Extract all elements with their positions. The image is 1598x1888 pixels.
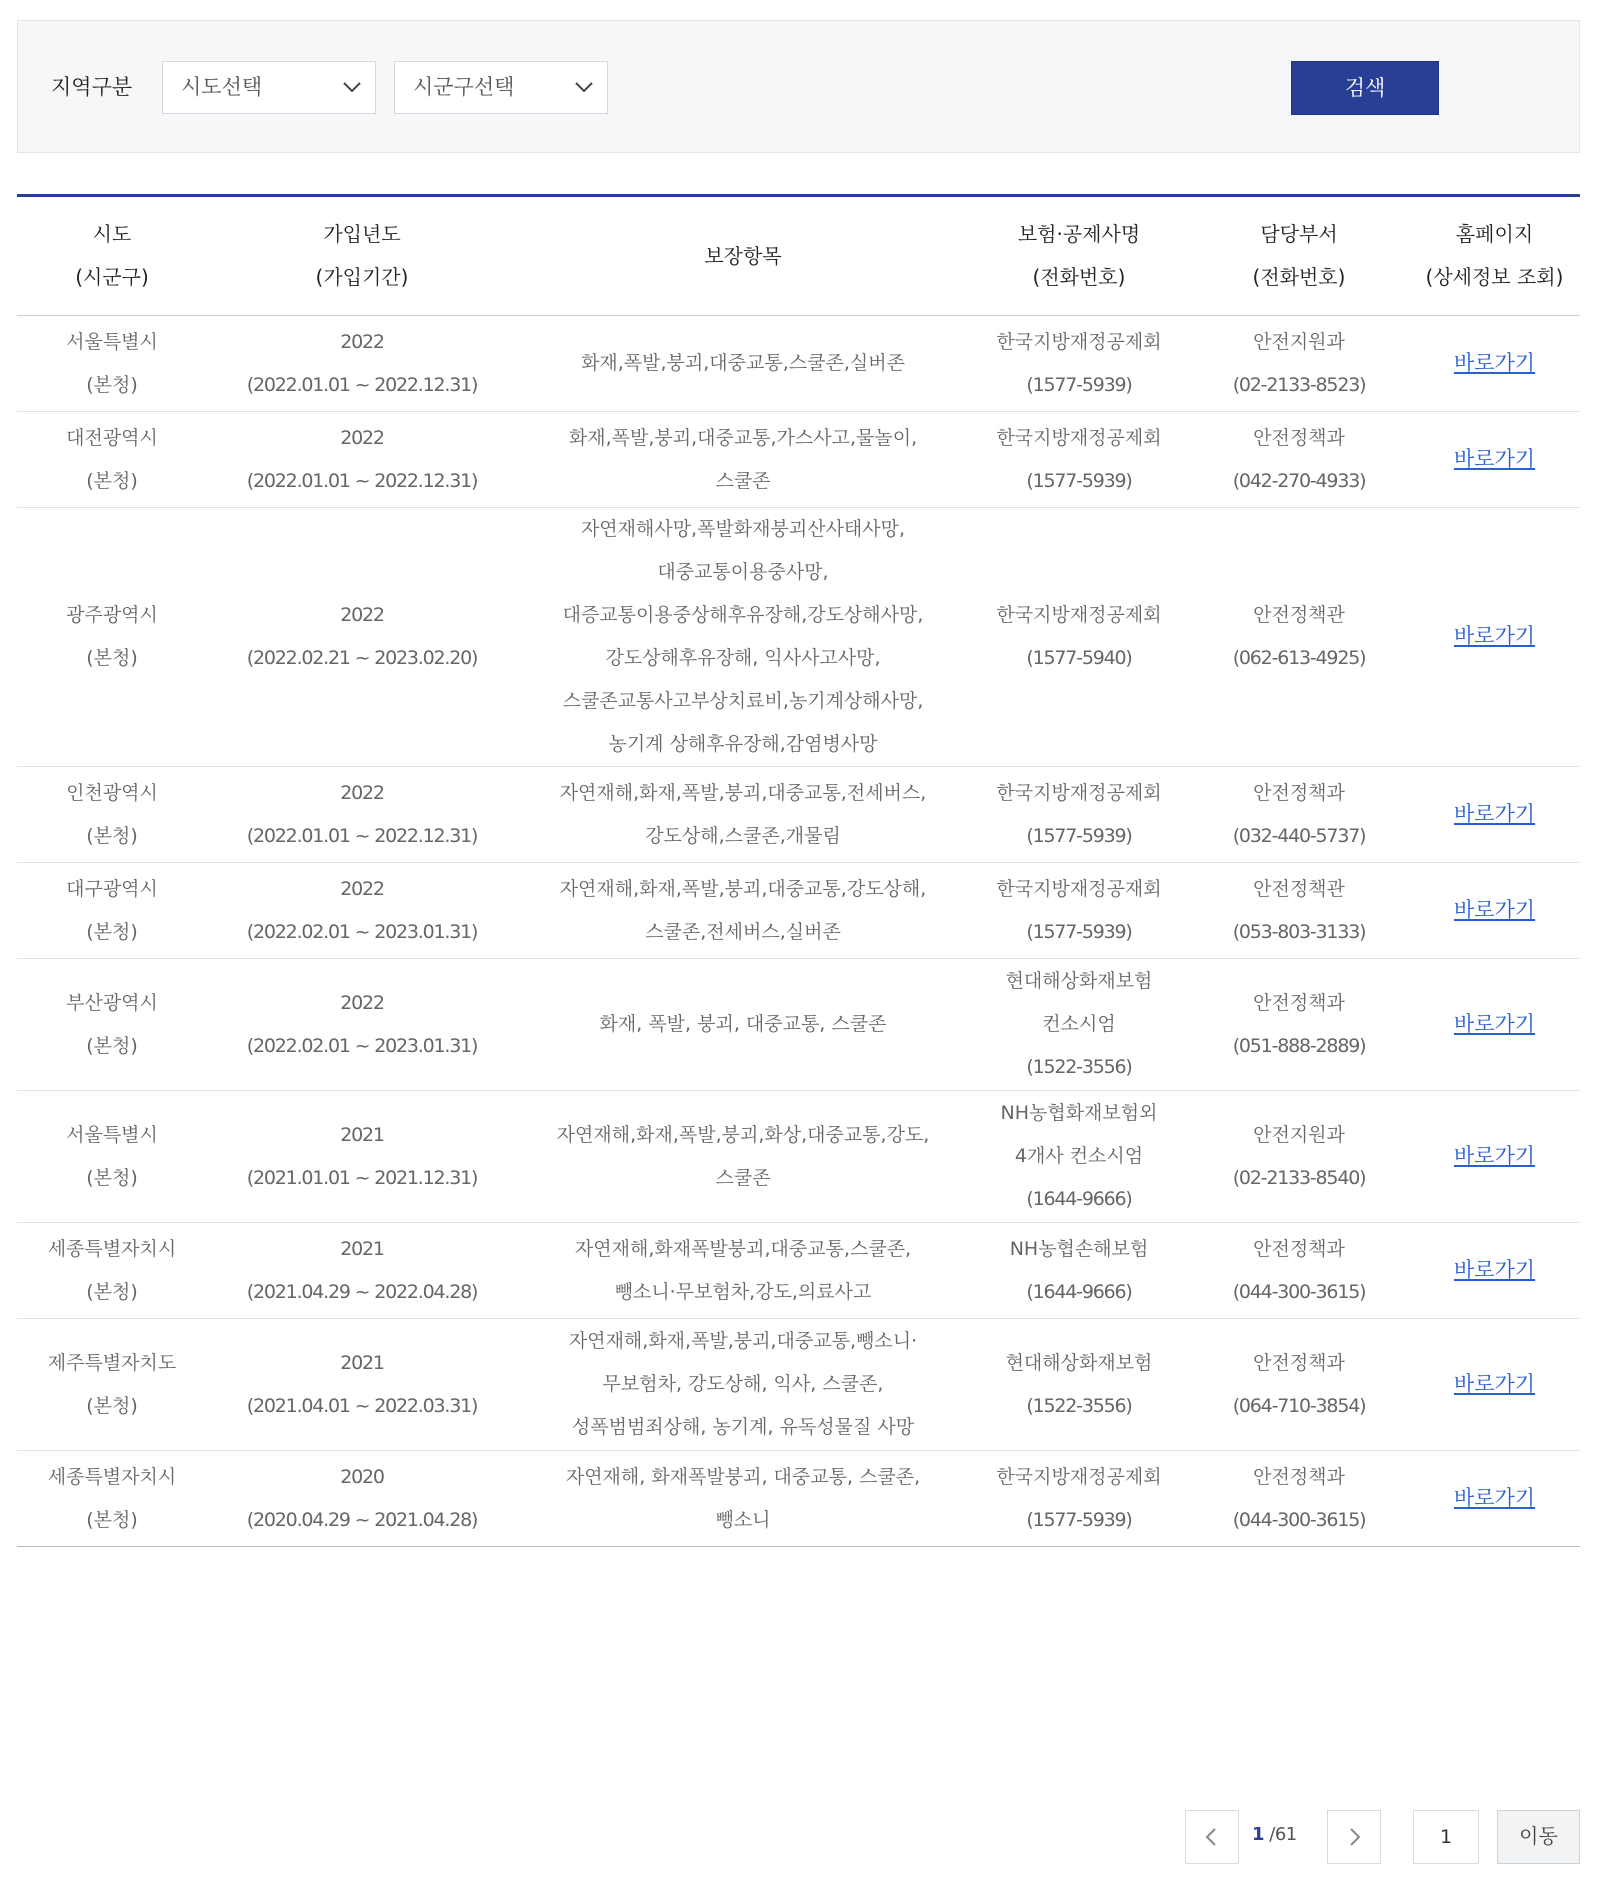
header-label: 담당부서	[1260, 222, 1338, 246]
period-cell	[207, 412, 517, 508]
insurer-cell-line: (1577-5939)	[1026, 469, 1132, 492]
table-row	[17, 508, 1580, 767]
coverage-cell	[517, 767, 969, 863]
period-cell-line: (2022.01.01 ~ 2022.12.31)	[246, 469, 478, 492]
header-dept	[1189, 196, 1409, 316]
region-cell	[17, 1091, 207, 1223]
homepage-link[interactable]: 바로가기	[1453, 801, 1536, 826]
insurance-table-wrap	[17, 194, 1580, 1547]
chevron-right-icon	[1328, 1811, 1380, 1863]
dept-cell	[1189, 959, 1409, 1091]
coverage-cell-line: 강도상해후유장해, 익사사고사망,	[605, 647, 881, 669]
table-row	[17, 863, 1580, 959]
homepage-link[interactable]: 바로가기	[1453, 1011, 1536, 1036]
dept-cell-line: 안전정책관	[1253, 604, 1345, 626]
header-coverage	[517, 196, 969, 316]
insurer-cell	[969, 316, 1189, 412]
period-cell-line: (2022.02.01 ~ 2023.01.31)	[246, 920, 478, 943]
header-label: (상세정보 조회)	[1425, 265, 1564, 289]
homepage-cell	[1409, 316, 1580, 412]
homepage-link[interactable]: 바로가기	[1453, 1143, 1536, 1168]
homepage-cell	[1409, 1091, 1580, 1223]
coverage-cell	[517, 316, 969, 412]
region-cell	[17, 1319, 207, 1451]
chevron-down-icon	[573, 62, 595, 113]
region-cell-line: 광주광역시	[66, 604, 158, 626]
period-cell	[207, 767, 517, 863]
period-cell-line: (2021.01.01 ~ 2021.12.31)	[246, 1166, 478, 1189]
period-cell-line: 2020	[340, 1465, 384, 1488]
homepage-link[interactable]: 바로가기	[1453, 624, 1536, 648]
table-row	[17, 1451, 1580, 1547]
coverage-cell-line: 뺑소니	[715, 1508, 771, 1531]
dept-cell-line: (064-710-3854)	[1232, 1394, 1366, 1417]
dept-cell-line: (051-888-2889)	[1232, 1034, 1366, 1057]
period-cell-line: 2022	[340, 604, 384, 626]
insurer-cell-line: (1577-5940)	[1026, 647, 1132, 669]
homepage-link[interactable]: 바로가기	[1453, 897, 1536, 922]
header-label: (전화번호)	[1252, 265, 1346, 289]
insurer-cell-line: (1644-9666)	[1026, 1280, 1132, 1303]
dept-cell-line: 안전정책과	[1253, 991, 1345, 1014]
homepage-cell	[1409, 1319, 1580, 1451]
dept-cell-line: (044-300-3615)	[1232, 1508, 1366, 1531]
sido-select[interactable]	[162, 61, 376, 114]
period-cell-line: 2022	[340, 877, 384, 900]
insurer-cell	[969, 508, 1189, 767]
region-cell-line: 인천광역시	[66, 781, 158, 804]
header-label: 시도	[92, 222, 132, 246]
dept-cell-line: 안전지원과	[1253, 330, 1345, 353]
table-row	[17, 412, 1580, 508]
table-row	[17, 1223, 1580, 1319]
region-cell-line: 세종특별자치시	[47, 1237, 177, 1260]
coverage-cell-line: 스쿨존교통사고부상치료비,농기계상해사망,	[562, 690, 924, 712]
region-cell	[17, 1451, 207, 1547]
table-row	[17, 316, 1580, 412]
insurer-cell-line: (1644-9666)	[1026, 1188, 1132, 1210]
insurer-cell	[969, 959, 1189, 1091]
coverage-cell	[517, 1319, 969, 1451]
insurer-cell-line: 한국지방재정공제회	[996, 604, 1162, 626]
homepage-link[interactable]: 바로가기	[1453, 1257, 1536, 1282]
coverage-cell-line: 화재,폭발,붕괴,대중교통,가스사고,물놀이,	[568, 426, 918, 449]
sido-select-value: 시도선택	[181, 75, 263, 99]
next-page-button[interactable]	[1327, 1810, 1381, 1864]
homepage-cell	[1409, 1451, 1580, 1547]
region-cell-line: (본청)	[86, 647, 138, 669]
coverage-cell-line: 스쿨존	[715, 1166, 771, 1189]
dept-cell-line: 안전정책과	[1253, 1237, 1345, 1260]
period-cell	[207, 1451, 517, 1547]
insurer-cell-line: (1577-5939)	[1026, 1508, 1132, 1531]
dept-cell	[1189, 1091, 1409, 1223]
region-cell-line: 세종특별자치시	[47, 1465, 177, 1488]
region-cell-line: (본청)	[86, 1394, 138, 1417]
coverage-cell-line: 대중교통이용중사망,	[657, 561, 829, 583]
dept-cell-line: (02-2133-8540)	[1232, 1166, 1366, 1189]
period-cell-line: (2021.04.01 ~ 2022.03.31)	[246, 1394, 478, 1417]
region-cell-line: 부산광역시	[66, 991, 158, 1014]
insurer-cell-line: 한국지방재정공제회	[996, 781, 1162, 804]
period-cell-line: (2022.01.01 ~ 2022.12.31)	[246, 373, 478, 396]
header-label: 보장항목	[704, 243, 782, 268]
period-cell	[207, 863, 517, 959]
header-label: 가입년도	[323, 222, 401, 246]
table-header-row	[17, 196, 1580, 316]
coverage-cell-line: 자연재해,화재,폭발,붕괴,대중교통,전세버스,	[559, 781, 927, 804]
period-cell-line: (2020.04.29 ~ 2021.04.28)	[246, 1508, 478, 1531]
insurer-cell	[969, 1223, 1189, 1319]
dept-cell	[1189, 863, 1409, 959]
table-body	[17, 316, 1580, 1547]
insurer-cell-line: 한국지방재정공제회	[996, 1465, 1162, 1488]
homepage-link[interactable]: 바로가기	[1453, 350, 1536, 375]
insurer-cell	[969, 1319, 1189, 1451]
table-row	[17, 1091, 1580, 1223]
insurer-cell-line: (1522-3556)	[1026, 1394, 1132, 1417]
insurer-cell-line: NH농협손해보험	[1009, 1237, 1149, 1260]
coverage-cell-line: 강도상해,스쿨존,개물림	[645, 824, 841, 847]
region-cell-line: 서울특별시	[66, 330, 158, 353]
coverage-cell-line: 자연재해, 화재폭발붕괴, 대중교통, 스쿨존,	[565, 1465, 921, 1488]
insurer-cell-line: (1522-3556)	[1026, 1056, 1132, 1078]
header-label: (가입기간)	[315, 265, 409, 289]
coverage-cell-line: 화재, 폭발, 붕괴, 대중교통, 스쿨존	[599, 1013, 887, 1035]
dept-cell	[1189, 1223, 1409, 1319]
region-cell-line: (본청)	[86, 1166, 138, 1189]
coverage-cell	[517, 1223, 969, 1319]
insurer-cell-line: 한국지방재정공제회	[996, 426, 1162, 449]
header-label: 홈페이지	[1455, 222, 1534, 246]
period-cell	[207, 1319, 517, 1451]
current-page: 1	[1252, 1824, 1265, 1845]
homepage-cell	[1409, 1223, 1580, 1319]
insurer-cell	[969, 767, 1189, 863]
region-cell	[17, 1223, 207, 1319]
insurer-cell	[969, 863, 1189, 959]
dept-cell-line: 안전정책과	[1253, 426, 1345, 449]
homepage-cell	[1409, 508, 1580, 767]
period-cell-line: 2021	[340, 1237, 384, 1260]
dept-cell	[1189, 1319, 1409, 1451]
coverage-cell-line: 무보험차, 강도상해, 익사, 스쿨존,	[602, 1373, 884, 1395]
dept-cell-line: (044-300-3615)	[1232, 1280, 1366, 1303]
pagination	[0, 1810, 1598, 1866]
header-period	[207, 196, 517, 316]
dept-cell-line: 안전정책과	[1253, 1351, 1345, 1374]
prev-page-button[interactable]	[1185, 1810, 1239, 1864]
dept-cell-line: (032-440-5737)	[1232, 824, 1366, 847]
table-header	[17, 196, 1580, 316]
insurer-cell-line: 4개사 컨소시엄	[1014, 1145, 1144, 1167]
insurer-cell	[969, 1451, 1189, 1547]
dept-cell-line: 안전정책과	[1253, 781, 1345, 804]
region-cell-line: (본청)	[86, 1508, 138, 1531]
coverage-cell	[517, 863, 969, 959]
period-cell-line: (2022.02.21 ~ 2023.02.20)	[246, 647, 478, 669]
table-row	[17, 767, 1580, 863]
insurer-cell-line: 한국지방재정공제회	[996, 330, 1162, 353]
coverage-cell-line: 자연재해사망,폭발화재붕괴산사태사망,	[580, 518, 906, 540]
period-cell	[207, 316, 517, 412]
coverage-cell-line: 스쿨존	[715, 469, 771, 492]
coverage-cell-line: 농기계 상해후유장해,감염병사망	[608, 733, 878, 755]
insurer-cell-line: (1577-5939)	[1026, 373, 1132, 396]
coverage-cell-line: 스쿨존,전세버스,실버존	[645, 920, 841, 943]
insurer-cell-line: NH농협화재보험외	[1000, 1102, 1158, 1124]
homepage-link[interactable]: 바로가기	[1453, 1485, 1536, 1510]
total-pages: /61	[1269, 1824, 1297, 1845]
region-cell	[17, 863, 207, 959]
coverage-cell-line: 뺑소니·무보험차,강도,의료사고	[614, 1280, 872, 1303]
coverage-cell	[517, 508, 969, 767]
go-page-button[interactable]: 이동	[1497, 1810, 1580, 1864]
insurer-cell-line: 한국지방재정공재회	[996, 877, 1162, 900]
region-cell-line: (본청)	[86, 1034, 138, 1057]
insurer-cell-line: (1577-5939)	[1026, 824, 1132, 847]
dept-cell	[1189, 508, 1409, 767]
region-cell-line: (본청)	[86, 373, 138, 396]
dept-cell	[1189, 316, 1409, 412]
dept-cell-line: (02-2133-8523)	[1232, 373, 1366, 396]
search-panel	[17, 20, 1580, 153]
insurer-cell-line: 현대해상화재보험	[1005, 1351, 1153, 1374]
homepage-link[interactable]: 바로가기	[1453, 446, 1536, 471]
coverage-cell-line: 화재,폭발,붕괴,대중교통,스쿨존,실버존	[581, 352, 905, 374]
period-cell-line: 2021	[340, 1123, 384, 1146]
sigungu-select[interactable]	[394, 61, 608, 114]
region-label: 지역구분	[51, 75, 133, 99]
period-cell	[207, 1091, 517, 1223]
insurer-cell-line: 컨소시엄	[1042, 1013, 1116, 1035]
coverage-cell	[517, 1451, 969, 1547]
header-label: (전화번호)	[1032, 265, 1126, 289]
period-cell-line: 2022	[340, 991, 384, 1014]
coverage-cell-line: 자연재해,화재,폭발,붕괴,대중교통,뺑소니·	[568, 1330, 918, 1352]
period-cell	[207, 508, 517, 767]
period-cell-line: (2022.02.01 ~ 2023.01.31)	[246, 1034, 478, 1057]
dept-cell-line: (053-803-3133)	[1232, 920, 1366, 943]
region-cell	[17, 959, 207, 1091]
chevron-left-icon	[1186, 1811, 1238, 1863]
page-number-input[interactable]: 1	[1413, 1810, 1479, 1864]
region-cell	[17, 508, 207, 767]
dept-cell-line: 안전지원과	[1253, 1123, 1345, 1146]
page-indicator	[1252, 1824, 1297, 1845]
region-cell	[17, 316, 207, 412]
region-cell	[17, 412, 207, 508]
insurer-cell	[969, 412, 1189, 508]
search-button[interactable]: 검색	[1291, 61, 1439, 115]
dept-cell-line: 안전정책과	[1253, 1465, 1345, 1488]
homepage-cell	[1409, 959, 1580, 1091]
coverage-cell-line: 대증교통이용중상해후유장해,강도상해사망,	[562, 604, 924, 626]
period-cell	[207, 959, 517, 1091]
dept-cell	[1189, 767, 1409, 863]
dept-cell-line: (042-270-4933)	[1232, 469, 1366, 492]
insurer-cell	[969, 1091, 1189, 1223]
period-cell	[207, 1223, 517, 1319]
coverage-cell-line: 자연재해,화재,폭발,붕괴,대중교통,강도상해,	[559, 877, 927, 900]
region-cell-line: 제주특별자치도	[47, 1351, 177, 1374]
period-cell-line: 2021	[340, 1351, 384, 1374]
region-cell-line: (본청)	[86, 824, 138, 847]
dept-cell-line: (062-613-4925)	[1232, 647, 1366, 669]
period-cell-line: (2021.04.29 ~ 2022.04.28)	[246, 1280, 478, 1303]
insurance-table	[17, 194, 1580, 1547]
table-row	[17, 959, 1580, 1091]
header-insurer	[969, 196, 1189, 316]
chevron-down-icon	[341, 62, 363, 113]
header-label: (시군구)	[75, 265, 149, 289]
period-cell-line: 2022	[340, 426, 384, 449]
header-region	[17, 196, 207, 316]
period-cell-line: 2022	[340, 781, 384, 804]
region-cell-line: 대전광역시	[66, 426, 158, 449]
period-cell-line: 2022	[340, 330, 384, 353]
coverage-cell	[517, 959, 969, 1091]
dept-cell-line: 안전정책관	[1253, 877, 1345, 900]
homepage-cell	[1409, 863, 1580, 959]
homepage-cell	[1409, 767, 1580, 863]
header-label: 보험·공제사명	[1017, 222, 1141, 246]
table-row	[17, 1319, 1580, 1451]
header-homepage	[1409, 196, 1580, 316]
homepage-link[interactable]: 바로가기	[1453, 1371, 1536, 1396]
dept-cell	[1189, 1451, 1409, 1547]
insurer-cell-line: 현대해상화재보험	[1005, 970, 1153, 992]
region-cell-line: (본청)	[86, 920, 138, 943]
region-cell-line: 서울특별시	[66, 1123, 158, 1146]
region-cell-line: (본청)	[86, 1280, 138, 1303]
sigungu-select-value: 시군구선택	[413, 75, 515, 99]
coverage-cell-line: 성폭범범죄상해, 농기계, 유독성물질 사망	[571, 1416, 915, 1438]
insurer-cell-line: (1577-5939)	[1026, 920, 1132, 943]
coverage-cell	[517, 412, 969, 508]
coverage-cell	[517, 1091, 969, 1223]
region-cell-line: 대구광역시	[66, 877, 158, 900]
region-cell-line: (본청)	[86, 469, 138, 492]
region-cell	[17, 767, 207, 863]
period-cell-line: (2022.01.01 ~ 2022.12.31)	[246, 824, 478, 847]
homepage-cell	[1409, 412, 1580, 508]
coverage-cell-line: 자연재해,화재폭발붕괴,대중교통,스쿨존,	[574, 1237, 912, 1260]
coverage-cell-line: 자연재해,화재,폭발,붕괴,화상,대중교통,강도,	[556, 1123, 930, 1146]
dept-cell	[1189, 412, 1409, 508]
